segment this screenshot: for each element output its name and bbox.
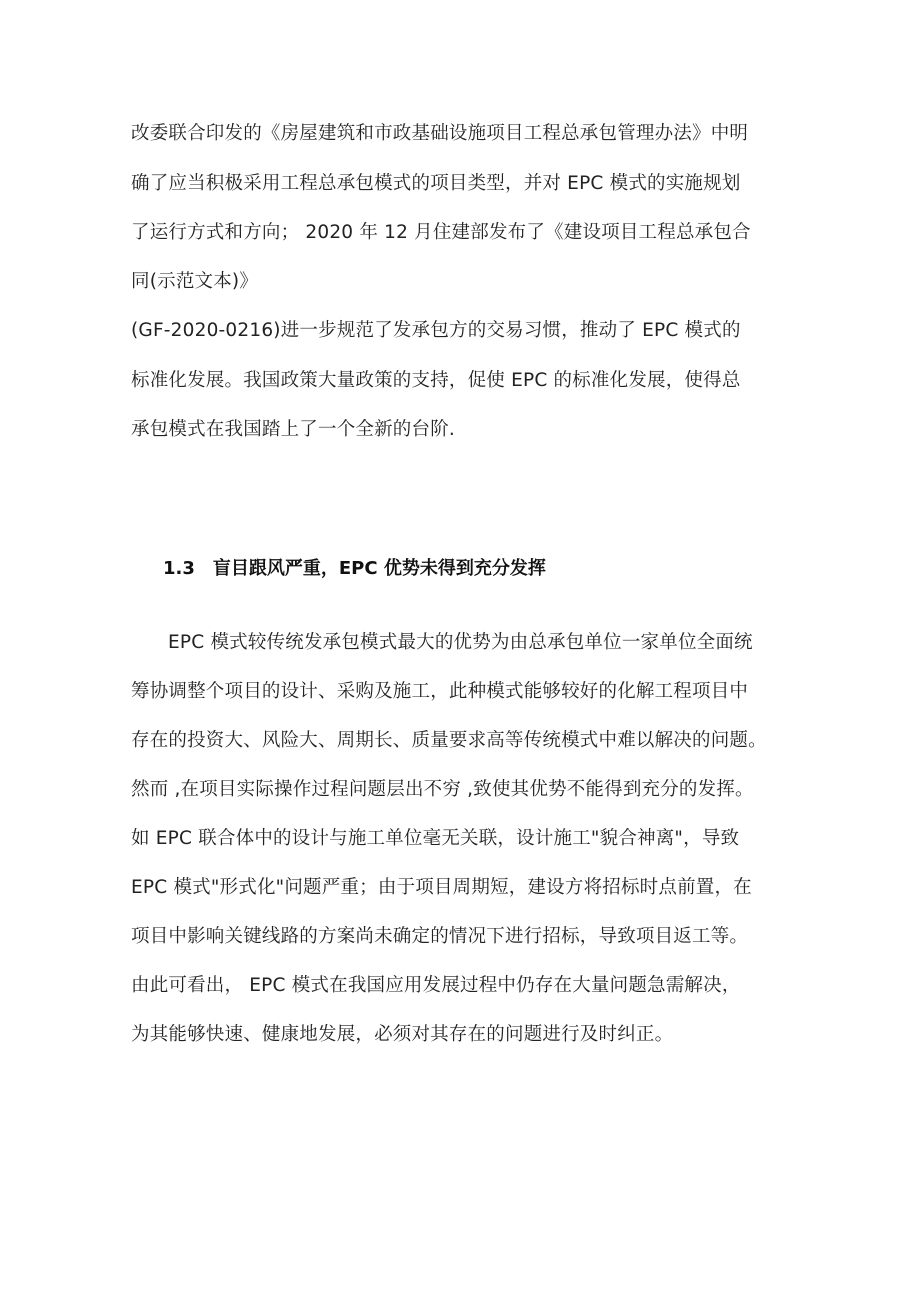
paragraph1-line: 了运行方式和方向； 2020 年 12 月住建部发布了《建设项目工程总承包合 xyxy=(131,222,751,243)
paragraph2-line: 为其能够快速、健康地发展，必须对其存在的问题进行及时纠正。 xyxy=(131,1024,674,1045)
section-title: 盲目跟风严重，EPC 优势未得到充分发挥 xyxy=(212,558,546,579)
paragraph1-line: 标准化发展。我国政策大量政策的支持，促使 EPC 的标准化发展，使得总 xyxy=(131,370,741,391)
paragraph2-line: 如 EPC 联合体中的设计与施工单位毫无关联，设计施工"貌合神离"，导致 xyxy=(131,828,740,849)
paragraph2-line: 由此可看出， EPC 模式在我国应用发展过程中仍存在大量问题急需解决， xyxy=(131,975,741,996)
section-number: 1.3 xyxy=(163,558,195,579)
paragraph2-line: 然而 ,在项目实际操作过程问题层出不穷 ,致使其优势不能得到充分的发挥。 xyxy=(131,779,754,800)
paragraph2-line: 项目中影响关键线路的方案尚未确定的情况下进行招标，导致项目返工等。 xyxy=(131,926,749,947)
paragraph2-line: 筹协调整个项目的设计、采购及施工，此种模式能够较好的化解工程项目中 xyxy=(131,681,749,702)
paragraph2-line: EPC 模式较传统发承包模式最大的优势为由总承包单位一家单位全面统 xyxy=(168,632,753,653)
paragraph1-line: 同(示范文本)》 xyxy=(131,271,259,292)
paragraph1-line: 改委联合印发的《房屋建筑和市政基础设施项目工程总承包管理办法》中明 xyxy=(131,123,749,144)
section-heading xyxy=(163,557,546,581)
paragraph2-line: 存在的投资大、风险大、周期长、质量要求高等传统模式中难以解决的问题。 xyxy=(131,730,767,751)
paragraph1-line: (GF-2020-0216)进一步规范了发承包方的交易习惯，推动了 EPC 模式的 xyxy=(131,320,741,341)
paragraph1-line: 确了应当积极采用工程总承包模式的项目类型，并对 EPC 模式的实施规划 xyxy=(131,173,741,194)
paragraph1-line: 承包模式在我国踏上了一个全新的台阶. xyxy=(131,419,455,440)
paragraph2-line: EPC 模式"形式化"问题严重；由于项目周期短，建设方将招标时点前置，在 xyxy=(131,877,752,898)
